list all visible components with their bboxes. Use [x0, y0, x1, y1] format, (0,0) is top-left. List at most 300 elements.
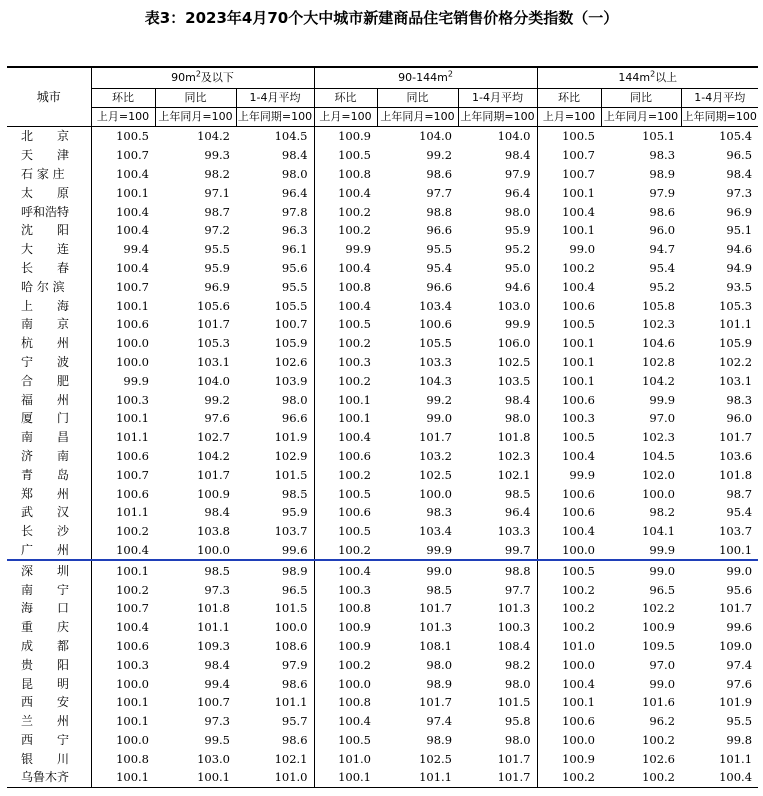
index-value: 99.5	[204, 732, 230, 747]
index-value: 99.0	[649, 676, 676, 691]
sub-header: 1-4月平均	[236, 89, 314, 108]
index-value: 95.4	[649, 260, 676, 275]
index-value: 98.2	[649, 505, 676, 520]
index-value: 103.4	[419, 524, 453, 539]
index-value: 101.8	[497, 430, 531, 445]
index-value: 102.1	[274, 751, 308, 766]
index-value: 100.6	[91, 637, 155, 656]
index-value: 96.0	[649, 223, 676, 238]
index-value: 96.0	[726, 411, 753, 426]
index-value: 98.6	[649, 204, 676, 219]
index-value: 100.0	[537, 731, 601, 750]
index-value: 100.2	[314, 202, 377, 221]
index-value: 101.0	[314, 749, 377, 768]
index-value: 100.3	[314, 580, 377, 599]
index-value: 104.0	[377, 127, 458, 146]
index-value: 96.5	[281, 582, 308, 597]
index-value: 95.9	[281, 505, 308, 520]
index-value: 100.9	[314, 637, 377, 656]
table-row	[7, 409, 758, 428]
index-value: 98.5	[155, 560, 236, 580]
city-name: 乌鲁木齐	[7, 768, 91, 787]
index-value: 99.6	[726, 620, 753, 635]
index-value: 105.5	[274, 298, 308, 313]
index-value: 97.9	[281, 657, 308, 672]
index-value: 94.6	[726, 242, 753, 257]
index-value: 98.4	[504, 392, 531, 407]
index-value: 101.7	[458, 768, 537, 787]
index-value: 100.6	[91, 315, 155, 334]
table-row	[7, 522, 758, 541]
index-value: 95.4	[726, 505, 753, 520]
index-value: 100.2	[537, 599, 601, 618]
index-value: 103.3	[419, 354, 453, 369]
table-row	[7, 503, 758, 522]
index-value: 101.1	[91, 428, 155, 447]
index-value: 103.0	[497, 298, 531, 313]
index-value: 100.5	[537, 315, 601, 334]
index-value: 100.1	[91, 768, 155, 787]
index-value: 102.0	[642, 467, 676, 482]
index-value: 100.3	[497, 620, 531, 635]
index-value: 105.4	[681, 127, 758, 146]
index-value: 100.2	[537, 618, 601, 637]
base-header: 上月=100	[314, 108, 377, 127]
city-name: 西 宁	[21, 732, 70, 747]
index-value: 100.0	[274, 620, 308, 635]
index-value: 95.8	[504, 714, 531, 729]
index-value: 101.7	[719, 601, 753, 616]
index-value: 100.4	[537, 202, 601, 221]
table-row	[7, 165, 758, 184]
index-value: 98.0	[281, 166, 308, 181]
table-row	[7, 560, 758, 580]
city-name: 南 京	[21, 317, 70, 332]
index-value: 100.4	[314, 712, 377, 731]
index-value: 100.5	[314, 731, 377, 750]
index-value: 97.6	[204, 411, 230, 426]
city-name: 北 京	[7, 127, 91, 146]
index-value: 101.7	[719, 430, 753, 445]
index-value: 95.6	[726, 582, 753, 597]
index-value: 100.6	[314, 503, 377, 522]
index-value: 93.5	[726, 279, 753, 294]
index-value: 100.5	[91, 127, 155, 146]
index-value: 98.0	[504, 204, 531, 219]
index-value: 100.7	[91, 277, 155, 296]
index-value: 97.4	[726, 657, 753, 672]
index-value: 98.3	[649, 148, 676, 163]
index-value: 100.2	[314, 371, 377, 390]
city-name: 西 安	[21, 695, 70, 710]
city-name: 兰 州	[21, 714, 70, 729]
index-value: 104.2	[197, 448, 230, 463]
city-name: 海 口	[21, 601, 70, 616]
table-row	[7, 259, 758, 278]
index-value: 105.6	[197, 298, 230, 313]
index-value: 100.6	[537, 484, 601, 503]
index-value: 99.4	[204, 676, 230, 691]
index-value: 98.4	[726, 166, 753, 181]
index-value: 101.5	[274, 467, 308, 482]
index-value: 102.2	[719, 354, 753, 369]
index-value: 105.3	[197, 336, 230, 351]
index-value: 102.5	[497, 354, 531, 369]
index-value: 100.1	[537, 183, 601, 202]
index-value: 100.2	[314, 334, 377, 353]
index-value: 95.5	[726, 714, 753, 729]
index-value: 105.1	[601, 127, 681, 146]
index-value: 100.5	[537, 560, 601, 580]
city-name: 广 州	[21, 542, 70, 557]
table-row	[7, 712, 758, 731]
index-value: 100.1	[537, 221, 601, 240]
index-value: 101.3	[419, 620, 453, 635]
index-value: 101.1	[719, 751, 753, 766]
index-value: 98.0	[504, 676, 531, 691]
sub-header: 环比	[91, 89, 155, 108]
index-value: 98.8	[426, 204, 453, 219]
index-value: 100.1	[537, 353, 601, 372]
index-value: 100.4	[537, 674, 601, 693]
index-value: 100.6	[419, 317, 453, 332]
index-value: 100.2	[537, 580, 601, 599]
index-value: 108.1	[419, 638, 453, 653]
index-value: 103.3	[497, 524, 531, 539]
index-value: 95.4	[426, 260, 453, 275]
index-value: 109.0	[719, 638, 753, 653]
index-value: 97.2	[204, 223, 230, 238]
city-name: 青 岛	[21, 467, 70, 482]
index-value: 103.0	[197, 751, 230, 766]
index-value: 98.4	[204, 505, 230, 520]
table-row	[7, 315, 758, 334]
table-row	[7, 484, 758, 503]
index-value: 99.0	[681, 560, 758, 580]
index-value: 100.8	[314, 693, 377, 712]
index-value: 98.4	[504, 148, 531, 163]
table-row	[7, 447, 758, 466]
table-row	[7, 296, 758, 315]
index-value: 98.9	[426, 676, 453, 691]
table-row	[7, 599, 758, 618]
index-value: 97.3	[204, 582, 230, 597]
index-value: 100.1	[91, 183, 155, 202]
index-value: 104.0	[197, 373, 230, 388]
index-value: 100.8	[91, 749, 155, 768]
index-value: 100.4	[314, 183, 377, 202]
index-value: 100.3	[537, 409, 601, 428]
index-value: 101.8	[197, 601, 230, 616]
sub-header: 同比	[601, 89, 681, 108]
city-name: 杭 州	[21, 336, 70, 351]
index-value: 99.3	[204, 148, 230, 163]
index-value: 101.5	[274, 601, 308, 616]
base-header: 上年同月=100	[601, 108, 681, 127]
index-value: 101.6	[642, 695, 676, 710]
index-value: 99.9	[504, 317, 531, 332]
index-value: 102.6	[642, 751, 676, 766]
group-header-small: $90m^2$及以下	[91, 68, 314, 89]
index-value: 97.9	[504, 166, 531, 181]
base-header: 上年同期=100	[236, 108, 314, 127]
index-value: 100.5	[537, 428, 601, 447]
index-value: 108.4	[497, 638, 531, 653]
index-value: 100.2	[537, 259, 601, 278]
city-name: 成 都	[21, 638, 70, 653]
index-value: 100.4	[537, 447, 601, 466]
index-value: 95.9	[504, 223, 531, 238]
index-value: 98.5	[426, 582, 453, 597]
index-value: 100.4	[314, 259, 377, 278]
index-value: 96.4	[504, 185, 531, 200]
index-value: 96.5	[649, 582, 676, 597]
index-value: 100.2	[314, 541, 377, 561]
index-value: 98.6	[426, 166, 453, 181]
table-row	[7, 731, 758, 750]
index-value: 95.7	[281, 714, 308, 729]
index-value: 98.0	[426, 657, 453, 672]
base-header: 上年同期=100	[681, 108, 758, 127]
index-value: 98.9	[236, 560, 314, 580]
index-value: 102.8	[642, 354, 676, 369]
index-value: 99.9	[649, 392, 676, 407]
index-value: 100.9	[197, 486, 230, 501]
index-value: 96.9	[204, 279, 230, 294]
table-row	[7, 428, 758, 447]
index-value: 100.7	[197, 695, 230, 710]
index-value: 99.9	[91, 371, 155, 390]
index-value: 101.9	[719, 695, 753, 710]
index-value: 100.0	[91, 334, 155, 353]
index-value: 96.6	[426, 279, 453, 294]
index-value: 100.2	[314, 465, 377, 484]
table-row	[7, 465, 758, 484]
table-row	[7, 674, 758, 693]
index-value: 101.1	[377, 768, 458, 787]
table-title: 表3：2023年4月70个大中城市新建商品住宅销售价格分类指数（一）	[144, 9, 619, 27]
base-header: 上月=100	[537, 108, 601, 127]
table-row	[7, 390, 758, 409]
index-value: 101.0	[236, 768, 314, 787]
index-value: 100.4	[314, 428, 377, 447]
index-value: 99.0	[601, 560, 681, 580]
index-value: 99.0	[426, 411, 453, 426]
city-name: 厦 门	[21, 411, 70, 426]
table-row	[7, 277, 758, 296]
index-value: 100.1	[91, 560, 155, 580]
index-value: 100.5	[314, 484, 377, 503]
table-row	[7, 202, 758, 221]
table-row	[7, 334, 758, 353]
index-value: 101.3	[497, 601, 531, 616]
index-value: 105.9	[274, 336, 308, 351]
city-name: 长 春	[21, 260, 70, 275]
index-value: 98.0	[281, 392, 308, 407]
index-value: 100.1	[314, 409, 377, 428]
base-header: 上年同期=100	[458, 108, 537, 127]
index-value: 102.9	[274, 448, 308, 463]
table-row	[7, 371, 758, 390]
city-name: 大 连	[21, 242, 70, 257]
index-value: 100.7	[91, 146, 155, 165]
index-value: 100.0	[419, 486, 453, 501]
index-value: 101.5	[497, 695, 531, 710]
index-value: 100.9	[642, 620, 676, 635]
index-value: 100.1	[91, 693, 155, 712]
city-name: 天 津	[21, 148, 70, 163]
sub-header: 同比	[377, 89, 458, 108]
index-value: 109.3	[197, 638, 230, 653]
index-value: 100.6	[314, 447, 377, 466]
index-value: 97.6	[726, 676, 753, 691]
index-value: 102.5	[419, 751, 453, 766]
index-value: 101.0	[537, 637, 601, 656]
index-value: 102.6	[274, 354, 308, 369]
table-row	[7, 655, 758, 674]
index-value: 96.2	[649, 714, 676, 729]
table-row	[7, 541, 758, 561]
index-value: 99.2	[426, 392, 453, 407]
index-value: 99.9	[314, 240, 377, 259]
index-value: 95.5	[281, 279, 308, 294]
index-value: 100.3	[91, 390, 155, 409]
index-value: 97.1	[204, 185, 230, 200]
index-value: 100.2	[91, 522, 155, 541]
index-value: 97.0	[649, 411, 676, 426]
index-value: 100.4	[314, 560, 377, 580]
index-value: 99.9	[537, 465, 601, 484]
index-value: 101.8	[719, 467, 753, 482]
city-name: 宁 波	[21, 354, 70, 369]
index-value: 100.0	[537, 655, 601, 674]
index-value: 100.6	[537, 296, 601, 315]
index-value: 100.7	[537, 165, 601, 184]
index-value: 99.2	[204, 392, 230, 407]
sub-header: 环比	[314, 89, 377, 108]
index-value: 100.2	[91, 580, 155, 599]
index-value: 104.3	[419, 373, 453, 388]
index-value: 100.9	[314, 618, 377, 637]
base-header: 上年同月=100	[155, 108, 236, 127]
city-name: 武 汉	[21, 505, 70, 520]
index-value: 95.5	[204, 242, 230, 257]
city-name: 贵 阳	[21, 657, 70, 672]
index-value: 98.4	[204, 657, 230, 672]
index-value: 100.0	[642, 486, 676, 501]
index-value: 98.5	[504, 486, 531, 501]
city-name: 南 昌	[21, 430, 70, 445]
city-name: 石 家 庄	[21, 166, 65, 181]
index-value: 99.9	[426, 542, 453, 557]
index-value: 100.1	[91, 409, 155, 428]
index-value: 101.1	[91, 503, 155, 522]
index-value: 100.7	[274, 317, 308, 332]
index-value: 94.6	[504, 279, 531, 294]
index-value: 100.2	[642, 732, 676, 747]
index-value: 100.6	[537, 712, 601, 731]
index-value: 99.6	[281, 542, 308, 557]
index-value: 95.9	[204, 260, 230, 275]
index-value: 100.4	[91, 202, 155, 221]
base-header: 上年同月=100	[377, 108, 458, 127]
index-value: 96.5	[726, 148, 753, 163]
index-value: 100.0	[197, 542, 230, 557]
index-value: 98.2	[504, 657, 531, 672]
index-value: 101.7	[419, 430, 453, 445]
index-value: 94.9	[726, 260, 753, 275]
index-value: 97.3	[204, 714, 230, 729]
city-name: 太 原	[21, 185, 70, 200]
index-value: 97.4	[426, 714, 453, 729]
index-value: 100.7	[537, 146, 601, 165]
index-value: 98.6	[281, 732, 308, 747]
index-value: 105.8	[642, 298, 676, 313]
index-value: 102.5	[419, 467, 453, 482]
index-value: 98.4	[281, 148, 308, 163]
index-value: 98.0	[504, 411, 531, 426]
index-value: 97.0	[649, 657, 676, 672]
index-value: 100.1	[155, 768, 236, 787]
index-value: 102.3	[497, 448, 531, 463]
index-value: 100.5	[314, 315, 377, 334]
index-value: 95.2	[649, 279, 676, 294]
index-value: 96.4	[281, 185, 308, 200]
index-value: 102.2	[642, 601, 676, 616]
index-value: 97.7	[426, 185, 453, 200]
city-name: 合 肥	[21, 373, 70, 388]
index-value: 103.6	[719, 448, 753, 463]
city-name: 深 圳	[7, 560, 91, 580]
index-value: 100.1	[537, 693, 601, 712]
sub-header: 1-4月平均	[458, 89, 537, 108]
city-name: 银 川	[21, 751, 70, 766]
table-row	[7, 183, 758, 202]
index-value: 100.8	[314, 165, 377, 184]
index-value: 99.7	[504, 542, 531, 557]
index-value: 103.2	[419, 448, 453, 463]
table-row	[7, 618, 758, 637]
index-value: 101.7	[419, 601, 453, 616]
index-value: 105.9	[719, 336, 753, 351]
index-value: 100.1	[91, 712, 155, 731]
index-value: 104.5	[642, 448, 676, 463]
index-value: 104.0	[458, 127, 537, 146]
index-value: 100.0	[537, 541, 601, 561]
city-name: 昆 明	[21, 676, 70, 691]
index-value: 98.2	[204, 166, 230, 181]
index-value: 101.7	[419, 695, 453, 710]
city-name: 郑 州	[21, 486, 70, 501]
index-value: 96.9	[726, 204, 753, 219]
index-value: 96.1	[281, 242, 308, 257]
index-value: 100.2	[314, 221, 377, 240]
index-value: 100.4	[537, 522, 601, 541]
index-value: 97.9	[649, 185, 676, 200]
index-value: 100.4	[537, 277, 601, 296]
table-row	[7, 353, 758, 372]
index-value: 100.1	[314, 390, 377, 409]
index-value: 101.1	[274, 695, 308, 710]
index-value: 95.1	[726, 223, 753, 238]
index-value: 96.6	[281, 411, 308, 426]
index-value: 100.6	[537, 503, 601, 522]
index-value: 103.7	[274, 524, 308, 539]
index-value: 100.1	[537, 371, 601, 390]
index-value: 100.7	[91, 599, 155, 618]
city-name: 呼和浩特	[21, 204, 70, 219]
index-value: 95.6	[281, 260, 308, 275]
